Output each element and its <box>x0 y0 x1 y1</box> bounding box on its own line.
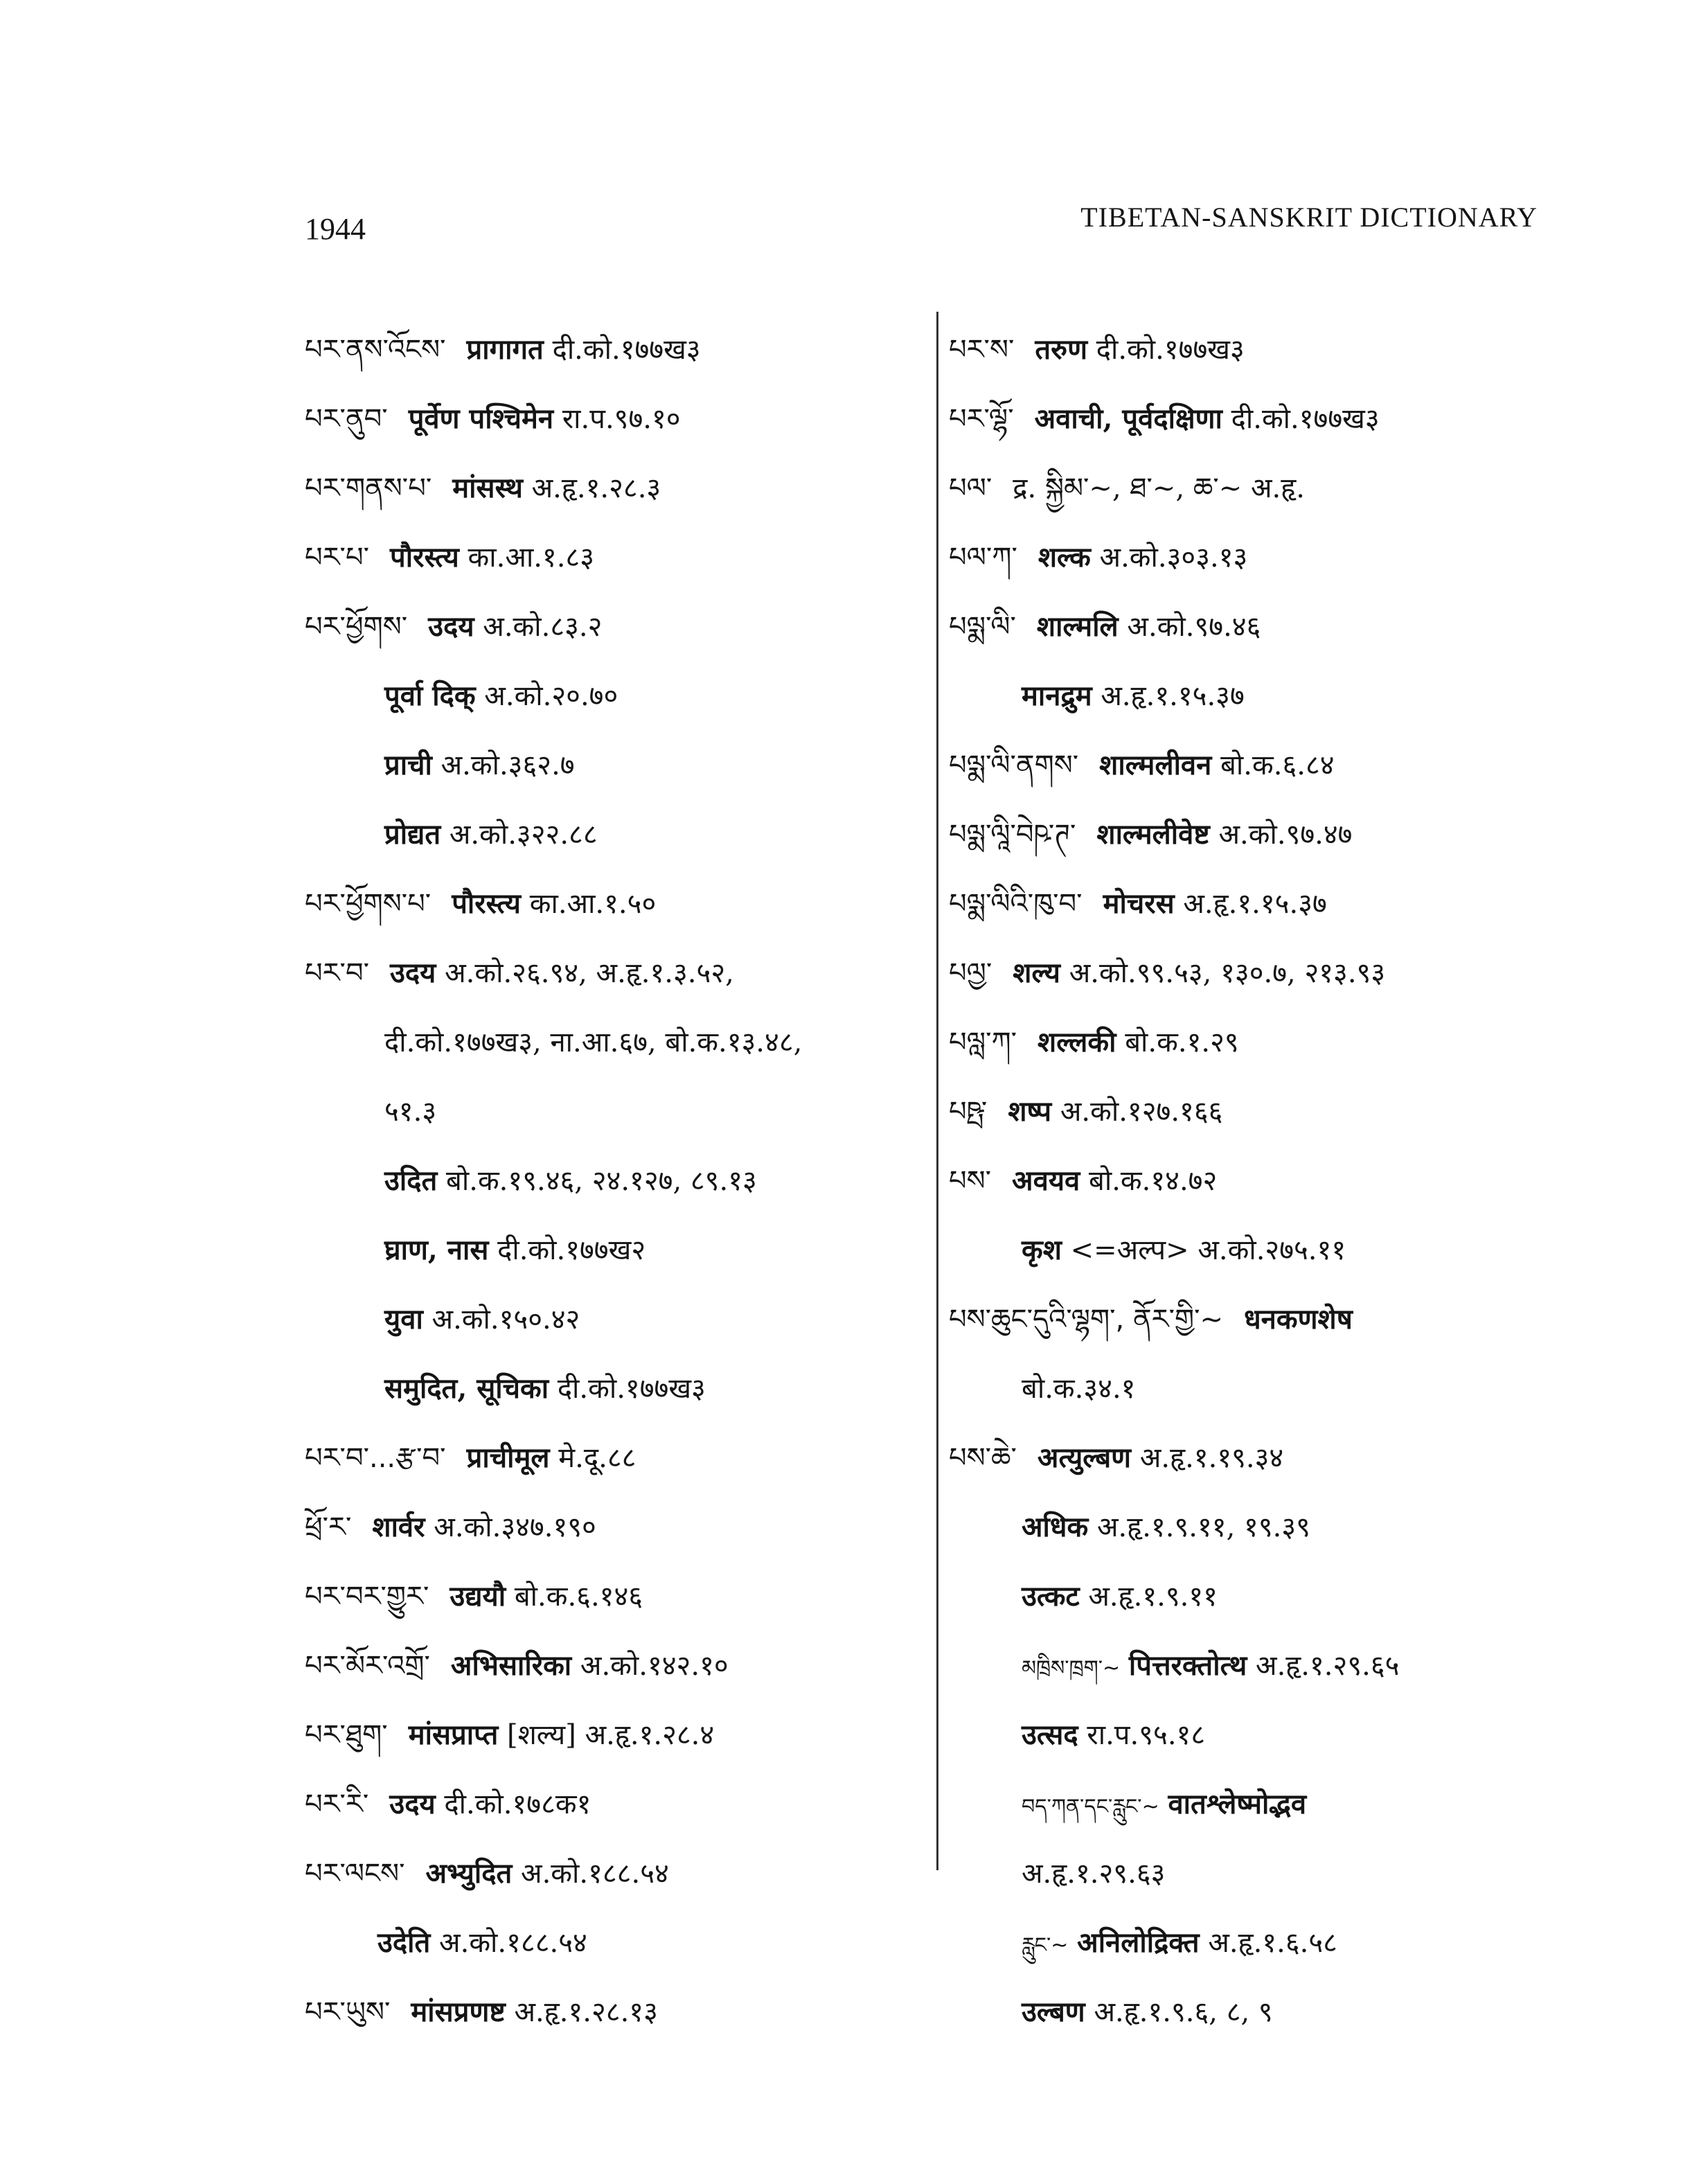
sub-entry <box>305 1354 914 1423</box>
reference: अ.को.१८८.५४ <box>521 1858 669 1890</box>
reference: बो.क.६.८४ <box>1220 749 1335 781</box>
tibetan-headword: པར་ནུབ་ <box>305 403 388 435</box>
tibetan-headword: པས་ <box>949 1165 992 1197</box>
reference: दी.को.१७८क१ <box>444 1788 591 1820</box>
sanskrit-equivalent: प्रोद्यत <box>384 818 441 851</box>
reference: [शल्य] अ.हृ.१.२८.४ <box>506 1719 715 1751</box>
entry <box>949 869 1544 939</box>
sanskrit-equivalent: प्रागागत <box>466 333 544 366</box>
sanskrit-equivalent: तरुण <box>1035 333 1088 366</box>
sanskrit-equivalent: अभिसारिका <box>450 1649 572 1682</box>
entry <box>305 523 914 592</box>
sanskrit-equivalent: उद्ययौ <box>449 1580 506 1613</box>
entry <box>949 315 1544 384</box>
sanskrit-equivalent: शल्क <box>1037 541 1091 574</box>
entry <box>949 1146 1544 1216</box>
reference: दी.को.१७७ख३ <box>557 1373 706 1405</box>
sanskrit-equivalent: धनकणशेष <box>1244 1303 1353 1335</box>
tibetan-headword: པར་ཕྱོགས་ <box>305 611 408 643</box>
sanskrit-equivalent: मांसस्थ <box>452 472 523 504</box>
left-column <box>305 315 914 2047</box>
sub-entry <box>949 1631 1544 1701</box>
sanskrit-equivalent: वातश्लेष्मोद्भव <box>1168 1788 1307 1820</box>
reference: अ.हृ.१.९.११, १९.३९ <box>1096 1511 1310 1543</box>
tibetan-headword: པལྨ་ལིའི་ཁུ་བ་ <box>949 888 1083 920</box>
sanskrit-equivalent: मोचरस <box>1103 887 1175 920</box>
sanskrit-equivalent: पौरस्त्य <box>390 541 459 574</box>
reference: अ.को.९९.५३, १३०.७, २१३.९३ <box>1069 957 1386 989</box>
sanskrit-equivalent: शाल्मलीवेष्ट <box>1096 818 1210 851</box>
sanskrit-equivalent: अनिलोद्रिक्त <box>1077 1926 1200 1959</box>
sub-entry <box>305 1285 914 1354</box>
tibetan-compound: རླུང་~ <box>1022 1933 1069 1957</box>
tibetan-headword: པཥྤ་ <box>949 1096 988 1128</box>
reference: अ.हृ.१.१९.३४ <box>1139 1442 1284 1474</box>
tibetan-compound: བད་ཀན་དང་རླུང་~ <box>1022 1795 1159 1819</box>
sub-entry <box>949 1701 1544 1770</box>
entry <box>305 454 914 523</box>
tibetan-headword: པལྨ་ལཱི་བེཥ་ཊ་ <box>949 819 1076 851</box>
tibetan-headword: པར་གནས་པ་ <box>305 472 432 504</box>
entry <box>305 315 914 384</box>
continuation <box>305 1077 914 1146</box>
tibetan-headword: པལ་ཀ་ <box>949 542 1017 574</box>
sanskrit-equivalent: उदित <box>384 1164 438 1197</box>
sanskrit-equivalent: शाल्मलीवन <box>1099 749 1212 781</box>
entry <box>305 1631 914 1701</box>
reference: अ.को.२६.९४, अ.हृ.१.३.५२, <box>445 957 734 989</box>
sub-entry <box>949 1908 1544 1978</box>
reference: अ.को.२०.७० <box>484 680 618 712</box>
entry <box>305 1493 914 1562</box>
sub-entry <box>949 1216 1544 1285</box>
column-divider <box>936 312 938 1870</box>
entry <box>305 592 914 662</box>
reference: बो.क.१४.७२ <box>1089 1165 1218 1197</box>
entry <box>949 1285 1544 1354</box>
entry <box>949 592 1544 662</box>
sanskrit-equivalent: उदय <box>428 610 474 643</box>
sanskrit-equivalent: कृश <box>1022 1234 1062 1266</box>
tibetan-headword: པར་ཡུས་ <box>305 1996 391 2028</box>
reference: दी.को.१७७ख२ <box>497 1234 646 1266</box>
sub-entry <box>305 1146 914 1216</box>
reference: अ.हृ.१.६.५८ <box>1208 1927 1337 1959</box>
sanskrit-equivalent: उदय <box>390 957 436 989</box>
continuation <box>305 1008 914 1077</box>
entry <box>305 1770 914 1839</box>
reference: अ.को.९७.४६ <box>1127 611 1261 643</box>
cross-reference: द्र. སྐྱིམ་~, ཐ་~, ཆ་~ अ.हृ. <box>1013 472 1305 504</box>
reference: का.आ.१.५० <box>529 888 657 920</box>
tibetan-headword: པས་ཆེ་ <box>949 1442 1017 1474</box>
sanskrit-equivalent: मानद्रुम <box>1022 680 1092 712</box>
entry <box>949 454 1544 523</box>
reference: रा.प.९५.१८ <box>1087 1719 1206 1751</box>
reference: दी.को.१७७ख३, ना.आ.६७, बो.क.१३.४८, <box>384 1027 803 1058</box>
reference: बो.क.६.१४६ <box>514 1581 643 1613</box>
entry <box>305 384 914 454</box>
sanskrit-equivalent: अवयव <box>1012 1164 1080 1197</box>
page-number: 1944 <box>305 212 366 246</box>
sanskrit-equivalent: उदेति <box>377 1926 431 1959</box>
sub-entry <box>305 1216 914 1285</box>
sanskrit-equivalent: मांसप्राप्त <box>408 1719 499 1751</box>
sanskrit-equivalent: उत्कट <box>1022 1580 1080 1613</box>
sanskrit-equivalent: प्राची <box>384 749 432 781</box>
reference: अ.को.९७.४७ <box>1218 819 1353 851</box>
sub-entry <box>949 1978 1544 2047</box>
sub-entry <box>305 1908 914 1978</box>
sanskrit-equivalent: पूर्वा दिक् <box>384 680 476 712</box>
sanskrit-equivalent: युवा <box>384 1303 423 1335</box>
sanskrit-equivalent: समुदित, सूचिका <box>384 1372 549 1405</box>
sanskrit-equivalent: शाल्मलि <box>1036 610 1119 643</box>
tibetan-headword: པལྨ་ལི་ <box>949 611 1016 643</box>
entry <box>305 939 914 1008</box>
reference: मे.दू.८८ <box>558 1442 636 1474</box>
tibetan-headword: པར་ཕྱོགས་པ་ <box>305 888 431 920</box>
tibetan-headword: པར་ཐུག་ <box>305 1719 388 1751</box>
continuation <box>949 1839 1544 1908</box>
entry <box>305 1423 914 1493</box>
entry <box>949 1077 1544 1146</box>
reference: बो.क.१९.४६, २४.१२७, ८९.१३ <box>446 1165 757 1197</box>
entry <box>949 1423 1544 1493</box>
sanskrit-equivalent: अवाची, पूर्वदक्षिणा <box>1034 402 1222 435</box>
entry <box>949 800 1544 869</box>
reference: अ.को.१५०.४२ <box>431 1304 580 1335</box>
reference: अ.को.८३.२ <box>483 611 603 643</box>
reference: अ.हृ.१.१५.३७ <box>1101 680 1245 712</box>
reference: बो.क.३४.१ <box>1022 1373 1136 1405</box>
sanskrit-equivalent: पूर्वेण पश्चिमेन <box>408 402 554 435</box>
sanskrit-equivalent: शष्प <box>1008 1095 1052 1128</box>
reference: अ.को.३४७.१९० <box>434 1511 596 1543</box>
tibetan-compound: མཁྲིས་ཁྲག་~ <box>1022 1656 1121 1680</box>
sanskrit-equivalent: उल्बण <box>1022 1996 1085 2028</box>
sub-entry <box>305 800 914 869</box>
entry <box>949 1008 1544 1077</box>
right-column <box>949 315 1544 2047</box>
reference: अ.को.१२७.१६६ <box>1060 1096 1223 1128</box>
sanskrit-equivalent: मांसप्रणष्ट <box>411 1996 506 2028</box>
reference: अ.को.३६२.७ <box>440 749 575 781</box>
reference: अ.हृ.१.२९.६५ <box>1256 1650 1400 1682</box>
sub-entry <box>949 1562 1544 1631</box>
entry <box>305 869 914 939</box>
tibetan-headword: ཕྲོ་ར་ <box>305 1511 352 1543</box>
tibetan-headword: པར་ནས་འོངས་ <box>305 334 446 366</box>
tibetan-headword: པར་ལངས་ <box>305 1858 405 1890</box>
reference: अ.को.१४२.१० <box>580 1650 729 1682</box>
tibetan-headword: པལ་ <box>949 472 992 504</box>
reference: अ.को.३२२.८८ <box>449 819 598 851</box>
tibetan-headword: པལླ་ཀ་ <box>949 1027 1017 1058</box>
sanskrit-equivalent: अधिक <box>1022 1511 1089 1543</box>
running-title: TIBETAN-SANSKRIT DICTIONARY <box>1080 202 1538 233</box>
sanskrit-equivalent: अभ्युदित <box>425 1857 513 1890</box>
sanskrit-equivalent: प्राचीमूल <box>466 1441 550 1474</box>
sanskrit-equivalent: उदय <box>389 1788 436 1820</box>
tibetan-headword: པར་མོར་འགྲོ་ <box>305 1650 430 1682</box>
sanskrit-equivalent: पौरस्त्य <box>452 887 522 920</box>
sanskrit-equivalent: अत्युल्बण <box>1037 1441 1132 1474</box>
tibetan-headword: པས་ཆུང་དུའི་ལྷག་, ནོར་གྱི་~ <box>949 1304 1224 1335</box>
reference: दी.को.१७७ख३ <box>1096 334 1245 366</box>
tibetan-headword: པར་བར་གྱུར་ <box>305 1581 429 1613</box>
entry <box>949 523 1544 592</box>
tibetan-headword: པར་བ་...རྩ་བ་ <box>305 1442 446 1474</box>
reference: अ.हृ.१.२८.१३ <box>514 1996 658 2028</box>
tibetan-headword: པར་ལྷོ་ <box>949 403 1014 435</box>
entry <box>305 1978 914 2047</box>
sub-entry <box>305 662 914 731</box>
tibetan-headword: པར་པ་ <box>305 542 369 574</box>
entry <box>949 384 1544 454</box>
sub-entry <box>949 662 1544 731</box>
reference: बो.क.१.२९ <box>1125 1027 1239 1058</box>
continuation <box>949 1354 1544 1423</box>
sub-entry <box>305 731 914 800</box>
reference: अ.हृ.१.९.११ <box>1088 1581 1218 1613</box>
reference: अ.को.१८८.५४ <box>439 1927 587 1959</box>
reference: अ.हृ.१.९.६, ८, ९ <box>1094 1996 1273 2028</box>
reference: अ.हृ.१.१५.३७ <box>1183 888 1327 920</box>
entry <box>305 1562 914 1631</box>
reference: ५१.३ <box>384 1096 437 1128</box>
reference: अ.को.३०३.१३ <box>1099 542 1248 574</box>
reference: <=अल्प> अ.को.२७५.११ <box>1070 1234 1346 1266</box>
tibetan-headword: པལྱ་ <box>949 957 992 989</box>
sanskrit-equivalent: उत्सद <box>1022 1719 1078 1751</box>
reference: दी.को.१७७ख३ <box>1231 403 1380 435</box>
reference: रा.प.९७.१० <box>562 403 681 435</box>
tibetan-headword: པར་ས་ <box>949 334 1015 366</box>
sub-entry <box>949 1770 1544 1839</box>
entry <box>949 939 1544 1008</box>
reference: का.आ.१.८३ <box>467 542 595 574</box>
tibetan-headword: པར་བ་ <box>305 957 369 989</box>
tibetan-headword: པལྨ་ལི་ནགས་ <box>949 749 1079 781</box>
entry <box>305 1839 914 1908</box>
sanskrit-equivalent: घ्राण, नास <box>384 1234 489 1266</box>
entry <box>305 1701 914 1770</box>
sanskrit-equivalent: शल्य <box>1013 957 1060 989</box>
sanskrit-equivalent: शल्लकी <box>1037 1026 1116 1058</box>
reference: अ.हृ.१.२८.३ <box>531 472 661 504</box>
tibetan-headword: པར་རི་ <box>305 1788 369 1820</box>
sanskrit-equivalent: शार्वर <box>372 1511 425 1543</box>
sub-entry <box>949 1493 1544 1562</box>
reference: अ.हृ.१.२९.६३ <box>1022 1858 1166 1890</box>
reference: दी.को.१७७ख३ <box>552 334 701 366</box>
sanskrit-equivalent: पित्तरक्तोत्थ <box>1128 1649 1247 1682</box>
entry <box>949 731 1544 800</box>
